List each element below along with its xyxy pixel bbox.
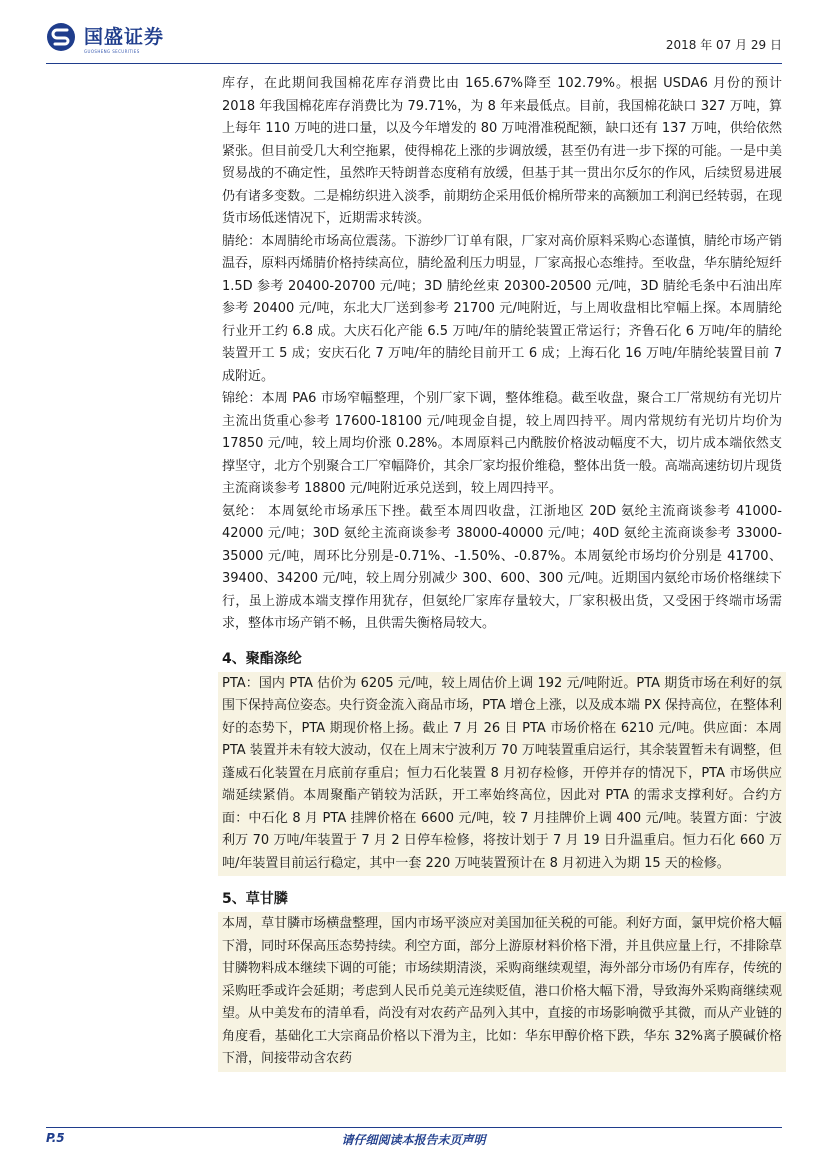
paragraph-glyphosate: 本周，草甘膦市场横盘整理，国内市场平淡应对美国加征关税的可能。利好方面，氯甲烷价格大幅下滑，同时环保高压态势持续。利空方面，部分上游原材料价格下滑，并且供应量上行，不排除草甘膦物料成本继续下调的可能；市场续期清淡，采购商继续观望，海外部分市场仍有库存，传统的采购旺季或许会延期；考虑到人民币兑美元连续贬值，港口价格大幅下滑，导致海外采购商继续观望。从中美发布的清单看，尚没有对农药产品列入其中，直接的市场影响微乎其微，而从产业链的角度看，基础化工大宗商品价格以下滑为主，比如：华东甲醇价格下跌，华东 32%离子膜碱价格下滑，间接带动含农药 [218,912,786,1072]
paragraph-cotton: 库存，在此期间我国棉花库存消费比由 165.67%降至 102.79%。根据 USDA6 月份的预计 2018 年我国棉花库存消费比为 79.71%，为 8 年来最低点。目前，我国棉花缺口 327 万吨，算上每年 110 万吨的进口量，以及今年增发的 80 万吨滑准税配额，缺口还有 137 万吨，供给依然紧张。但目前受几大利空拖累，使得棉花上涨的步调放缓，甚至仍有进一步下探的可能。一是中美贸易战的不确定性，虽然昨天特朗普态度稍有放缓，但基于其一贯出尔反尔的作风，后续贸易进展仍有诸多变数。二是棉纺织进入淡季，前期纺企采用低价棉所带来的高额加工利润已经转弱，在现货市场低迷情况下，近期需求转淡。 [222,76,782,226]
footer-divider [46,1127,782,1128]
logo-text: 国盛证券 [84,26,165,48]
paragraph-spandex: 氨纶： 本周氨纶市场承压下挫。截至本周四收盘，江浙地区 20D 氨纶主流商谈参考 41000-42000 元/吨；30D 氨纶主流商谈参考 38000-40000 元/吨；40D 氨纶主流商谈参考 33000-35000 元/吨，周环比分别是-0.71%、-1.50%、-0.87%。本周氨纶市场均价分别是 41700、39400、34200 元/吨，较上周分别减少 300、600、300 元/吨。近期国内氨纶市场价格继续下行，虽上游成本端支撑作用犹存，但氨纶厂家库存量较大，厂家积极出货，又受困于终端市场需求，整体市场产销不畅，且供需失衡格局较大。 [222,503,782,631]
paragraph-acrylic: 腈纶：本周腈纶市场高位震荡。下游纱厂订单有限，厂家对高价原料采购心态谨慎，腈纶市场产销温吞，原料丙烯腈价格持续高位，腈纶盈利压力明显，厂家高报心态维持。至收盘，华东腈纶短纤 1.5D 参考 20400-20700 元/吨；3D 腈纶丝束 20300-20500 元/吨，3D 腈纶毛条中石油出库参考 20400 元/吨，东北大厂送到参考 21700 元/吨附近，与上周收盘相比窄幅上探。本周腈纶行业开工约 6.8 成。大庆石化产能 6.5 万吨/年的腈纶装置正常运行；齐鲁石化 6 万吨/年的腈纶装置开工 5 成；安庆石化 7 万吨/年的腈纶目前开工 6 成；上海石化 16 万吨/年腈纶装置目前 7 成附近。 [222,233,782,384]
page-header [46,22,782,62]
report-body [222,73,782,1072]
logo-subtitle: GUOSHENG SECURITIES [84,49,140,54]
section-heading-polyester: 4、聚酯涤纶 [222,650,302,667]
paragraph-nylon: 锦纶：本周 PA6 市场窄幅整理，个别厂家下调，整体维稳。截至收盘，聚合工厂常规纺有光切片主流出货重心参考 17600-18100 元/吨现金自提，较上周四持平。周内常规纺有光切片均价为 17850 元/吨，较上周均价涨 0.28%。本周原料己内酰胺价格波动幅度不大，切片成本端依然支撑坚守，北方个别聚合工厂窄幅降价，其余厂家均报价维稳，整体出货一般。高端高速纺切片现货主流商谈参考 18800 元/吨附近承兑送到，较上周四持平。 [222,391,782,496]
header-divider [46,63,782,64]
logo-mark-icon [46,22,76,52]
logo [46,22,164,52]
page-number: P.5 [46,1131,65,1145]
section-heading-glyphosate: 5、草甘膦 [222,891,288,907]
footer-disclaimer: 请仔细阅读本报告末页声明 [341,1133,486,1147]
paragraph-pta: PTA：国内 PTA 估价为 6205 元/吨，较上周估价上调 192 元/吨附近。PTA 期货市场在利好的氛围下保持高位姿态。央行资金流入商品市场，PTA 增仓上涨，以及成本端 PX 保持高位，在整体利好的态势下，PTA 期现价格上扬。截止 7 月 26 日 PTA 市场价格在 6210 元/吨。供应面：本周 PTA 装置并未有较大波动，仅在上周末宁波利万 70 万吨装置重启运行，其余装置暂未有调整，但蓬威石化装置在月底前存重启；恒力石化装置 8 月初存检修，开停并存的情况下，PTA 市场供应端延续紧俏。本周聚酯产销较为活跃，开工率始终高位，因此对 PTA 的需求支撑利好。合约方面：中石化 8 月 PTA 挂牌价格在 6600 元/吨，较 7 月挂牌价上调 400 元/吨。装置方面：宁波利万 70 万吨/年装置于 7 月 2 日停车检修，将按计划于 7 月 19 日升温重启。恒力石化 660 万吨/年装置目前运行稳定，其中一套 220 万吨装置预计在 8 月初进入为期 15 天的检修。 [218,672,786,877]
report-date: 2018 年 07 月 29 日 [665,38,782,52]
